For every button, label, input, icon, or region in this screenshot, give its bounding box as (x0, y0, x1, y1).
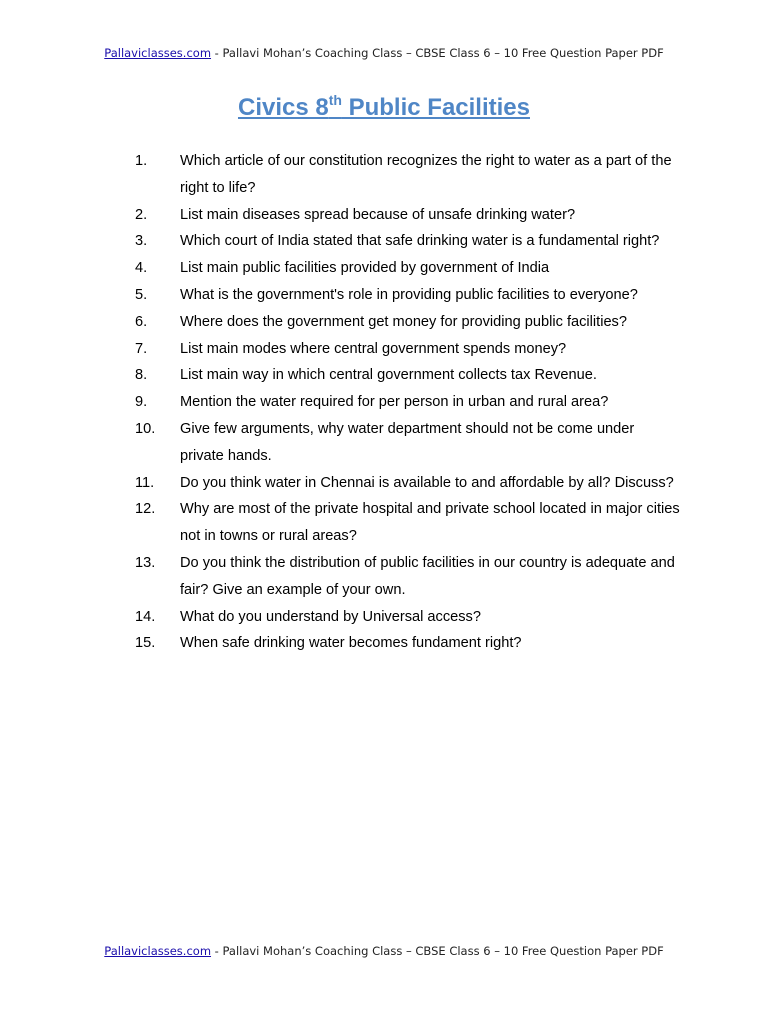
question-number: 3. (135, 233, 148, 250)
question-item (135, 550, 680, 604)
question-item (135, 336, 680, 363)
question-text: Which court of India stated that safe drinking water is a fundamental right? (180, 233, 660, 250)
question-text: List main diseases spread because of unsafe drinking water? (180, 206, 576, 223)
question-item (135, 202, 680, 229)
question-item (135, 604, 680, 631)
question-text: List main way in which central government collects tax Revenue. (180, 367, 597, 384)
question-number: 11. (135, 474, 155, 491)
footer-site-link[interactable]: Pallaviclasses.com (104, 944, 212, 958)
question-item (135, 309, 680, 336)
question-text: Which article of our constitution recognizes the right to water as a part of the right to life? (180, 153, 672, 196)
question-item (135, 362, 680, 389)
question-number: 6. (135, 313, 148, 330)
page-title (0, 92, 768, 122)
title-rest: Public Facilities (341, 94, 530, 121)
question-text: Where does the government get money for providing public facilities? (180, 313, 627, 330)
page-footer (0, 944, 768, 958)
header-site-link[interactable]: Pallaviclasses.com (104, 46, 212, 60)
question-text: When safe drinking water becomes fundament right? (180, 635, 522, 652)
question-number: 5. (135, 286, 148, 303)
question-list (135, 148, 680, 657)
question-number: 7. (135, 340, 148, 357)
header-text: - Pallavi Mohan’s Coaching Class – CBSE Class 6 – 10 Free Question Paper PDF (211, 46, 664, 60)
question-number: 1. (135, 153, 148, 169)
question-text: List main modes where central government spends money? (180, 340, 567, 357)
footer-text: - Pallavi Mohan’s Coaching Class – CBSE Class 6 – 10 Free Question Paper PDF (211, 944, 664, 958)
question-item (135, 148, 680, 202)
question-number: 2. (135, 206, 148, 223)
question-number: 8. (135, 367, 148, 384)
question-text: Do you think the distribution of public facilities in our country is adequate and fair? Give an example of your own. (180, 554, 675, 598)
question-item (135, 496, 680, 550)
question-number: 4. (135, 260, 148, 277)
question-text: List main public facilities provided by government of India (180, 260, 550, 277)
question-text: What is the government's role in providing public facilities to everyone? (180, 286, 638, 303)
question-number: 13. (135, 554, 156, 571)
question-number: 10. (135, 420, 156, 437)
question-item (135, 416, 680, 470)
title-main: Civics 8 (237, 94, 329, 121)
question-number: 15. (135, 635, 156, 652)
question-text: Do you think water in Chennai is available to and affordable by all? Discuss? (180, 474, 674, 491)
question-item (135, 255, 680, 282)
question-number: 14. (135, 608, 156, 625)
question-text: Why are most of the private hospital and private school located in major cities not in towns or rural areas? (180, 501, 680, 545)
question-item (135, 282, 680, 309)
question-item (135, 470, 680, 497)
question-number: 9. (135, 394, 148, 411)
question-text: Give few arguments, why water department should not be come under private hands. (180, 420, 635, 464)
question-item (135, 630, 680, 657)
question-text: What do you understand by Universal access? (180, 608, 481, 625)
question-text: Mention the water required for per person in urban and rural area? (180, 394, 609, 411)
question-number: 12. (135, 501, 156, 518)
question-item (135, 389, 680, 416)
question-item (135, 228, 680, 255)
page-header (0, 46, 768, 60)
title-superscript: th (328, 92, 342, 108)
